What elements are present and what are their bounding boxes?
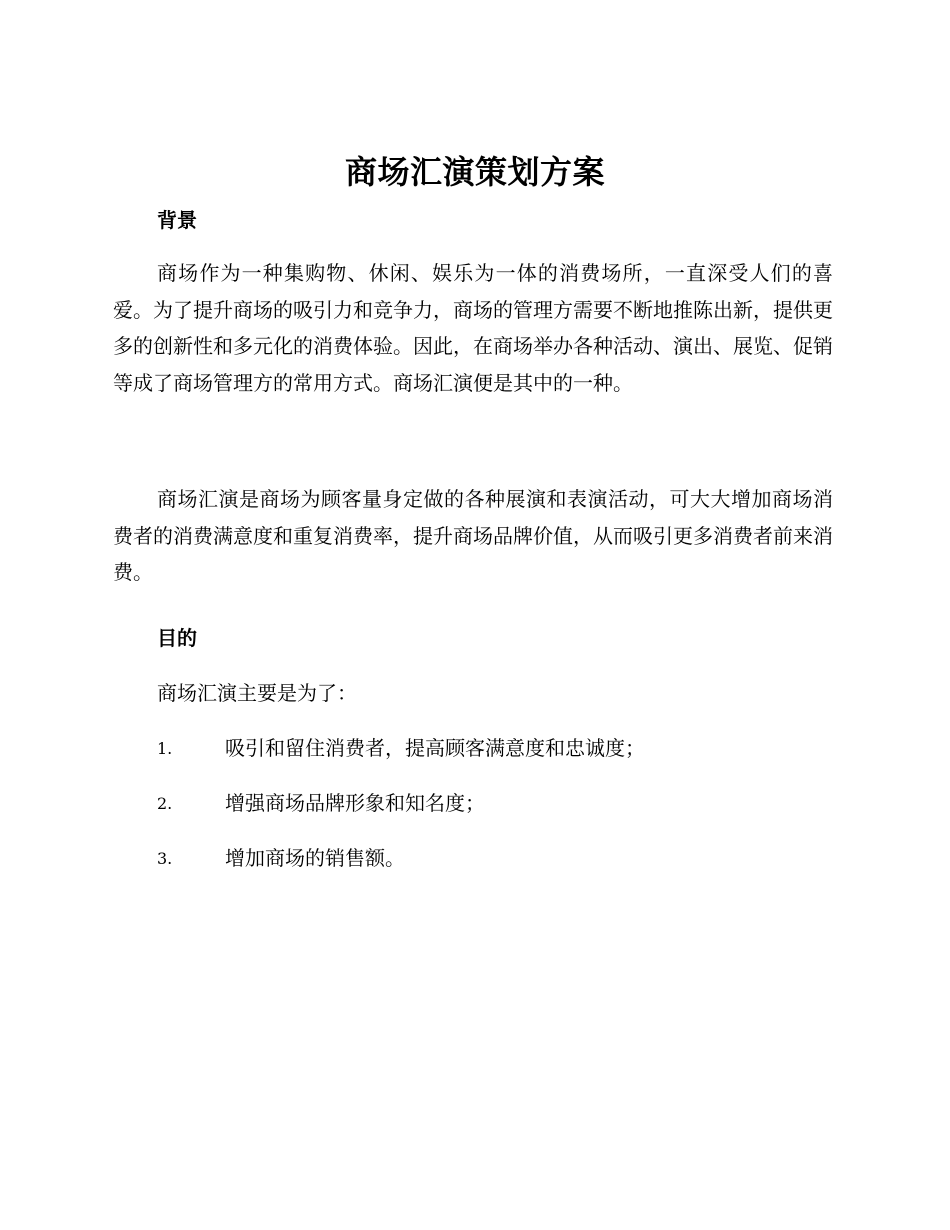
- document-title: 商场汇演策划方案: [344, 153, 605, 191]
- list-item: [157, 733, 837, 763]
- list-item-text: 增强商场品牌形象和知名度；: [225, 791, 485, 815]
- list-item: [157, 788, 837, 818]
- list-item-text: 吸引和留住消费者，提高顾客满意度和忠诚度；: [225, 736, 645, 760]
- section-heading-background: 背景: [157, 208, 197, 232]
- section-heading-purpose: 目的: [157, 626, 197, 650]
- purpose-intro: 商场汇演主要是为了：: [157, 681, 357, 705]
- list-item-number: 1.: [157, 739, 173, 758]
- background-paragraph-2: 商场汇演是商场为顾客量身定做的各种展演和表演活动，可大大增加商场消费者的消费满意度和重复消费率，提升商场品牌价值，从而吸引更多消费者前来消费。: [113, 487, 833, 584]
- list-item-number: 3.: [157, 849, 173, 868]
- list-item-number: 2.: [157, 794, 173, 813]
- background-paragraph-1: 商场作为一种集购物、休闲、娱乐为一体的消费场所，一直深受人们的喜爱。为了提升商场的吸引力和竞争力，商场的管理方需要不断地推陈出新，提供更多的创新性和多元化的消费体验。因此，在商场举办各种活动、演出、展览、促销等成了商场管理方的常用方式。商场汇演便是其中的一种。: [113, 261, 833, 395]
- list-item-text: 增加商场的销售额。: [225, 846, 405, 870]
- list-item: [157, 843, 837, 873]
